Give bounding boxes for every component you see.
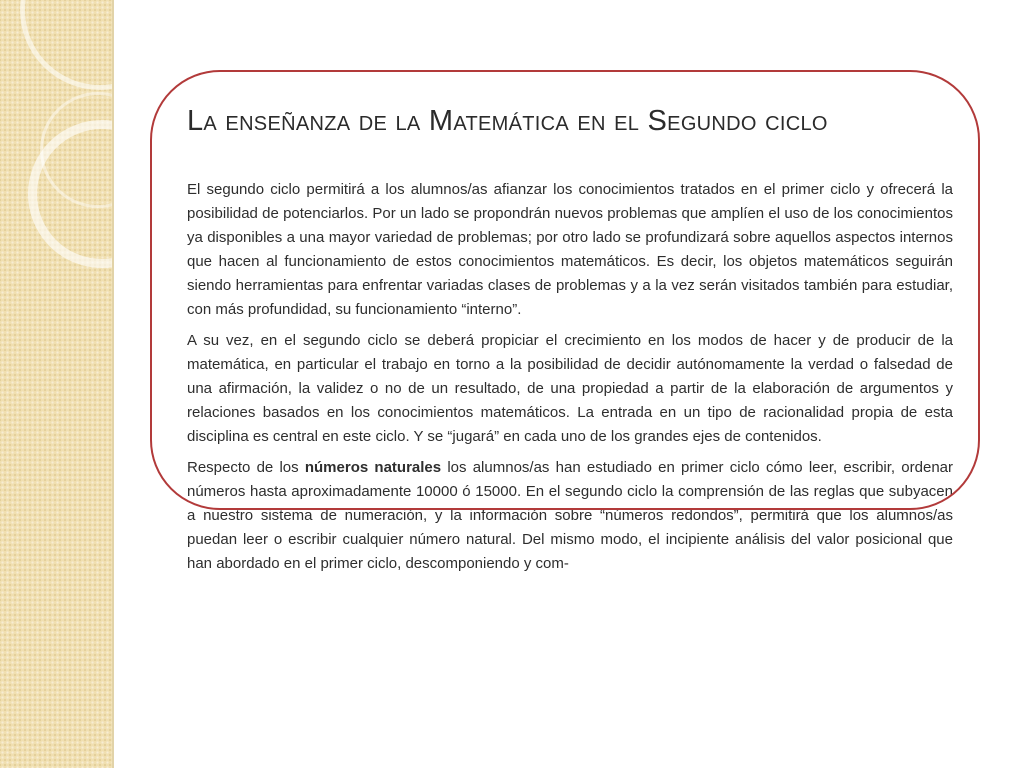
side-band-edge (112, 0, 114, 768)
paragraph-text: los alumnos/as han estudiado en primer ciclo cómo leer, escribir, ordenar números hasta aproximadamente 10000 ó 15000. En el segundo ciclo la comprensión de las reglas que subyacen a nuestro sistema de numeración, y la información sobre “números redondos”, permitirá que los alumnos/as puedan leer o escribir cualquier número natural. Del mismo modo, el incipiente análisis del valor posicional que han abordado en el primer ciclo, descomponiendo y com- (187, 459, 953, 572)
paragraph-text: Respecto de los (187, 459, 305, 476)
decorative-side-band (0, 0, 112, 768)
paragraph: A su vez, en el segundo ciclo se deberá propiciar el crecimiento en los modos de hacer y de producir de la matemática, en particular el trabajo en torno a la posibilidad de decidir autónomamente la verdad o falsedad de una afirmación, la validez o no de un resultado, de una propiedad a partir de la elaboración de argumentos y relaciones basados en los conocimientos matemáticos. La entrada en un tipo de racionalidad propia de esta disciplina es central en este ciclo. Y se “jugará” en cada uno de los grandes ejes de contenidos. (187, 332, 953, 445)
highlighted-term: números naturales (304, 459, 442, 476)
page-title: La enseñanza de la Matemática en el Segundo ciclo (187, 105, 828, 137)
document-body (187, 104, 953, 583)
paragraph: El segundo ciclo permitirá a los alumnos/as afianzar los conocimientos tratados en el primer ciclo y ofrecerá la posibilidad de potenciarlos. Por un lado se propondrán nuevos problemas que amplíen el uso de los conocimientos ya disponibles a una mayor variedad de problemas; por otro lado se profundizará sobre aquellos aspectos internos que hacen al funcionamiento de estos conocimientos matemáticos. Es decir, los objetos matemáticos seguirán siendo herramientas para enfrentar variadas clases de problemas y a la vez serán visitados también para estudiar, con más profundidad, su funcionamiento “interno”. (187, 181, 953, 318)
decorative-ring (20, 0, 112, 90)
paragraph (187, 456, 953, 576)
